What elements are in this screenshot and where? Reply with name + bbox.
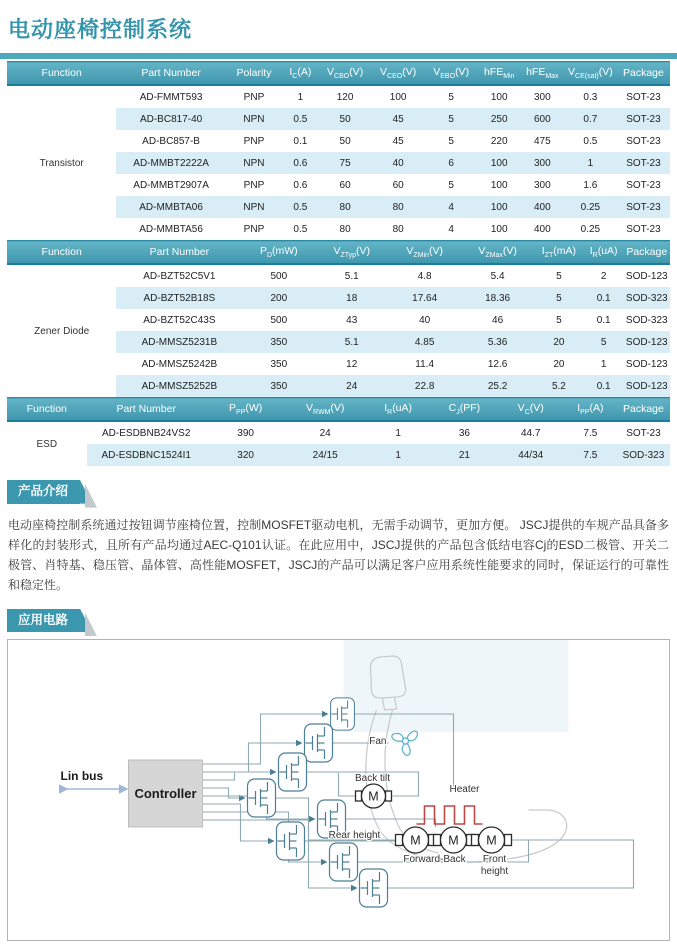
value-cell: 100 (478, 152, 521, 174)
table-row (7, 444, 670, 466)
value-cell: 390 (206, 421, 286, 444)
value-cell: 100 (478, 85, 521, 108)
value-cell: SOT-23 (617, 85, 670, 108)
value-cell: 0.5 (564, 130, 617, 152)
value-cell: 5 (425, 130, 478, 152)
value-cell: SOT-23 (617, 421, 670, 444)
table-row (7, 264, 670, 287)
value-cell: PNP (226, 174, 282, 196)
value-cell: 40 (372, 152, 425, 174)
column-header: hFE$_{Max}$ (521, 62, 564, 86)
table-row (7, 85, 670, 108)
part-number-cell: AD-MMBT2907A (116, 174, 225, 196)
heater-label: Heater (449, 784, 480, 796)
part-number-cell: AD-BC817-40 (116, 108, 225, 130)
value-cell: SOT-23 (617, 152, 670, 174)
column-header: Part Number (116, 241, 242, 265)
value-cell: NPN (226, 196, 282, 218)
diagram-tint (344, 640, 569, 732)
value-cell: 18.36 (461, 287, 534, 309)
value-cell: 5 (534, 264, 584, 287)
value-cell: SOT-23 (617, 218, 670, 240)
svg-text:Controller: Controller (134, 786, 197, 802)
intro-section-badge: 产品介绍 (7, 480, 80, 504)
column-header: $V_{ZMax}(V)$ (461, 241, 534, 265)
part-number-cell: AD-ESDBNB24VS2 (87, 421, 206, 444)
value-cell: 400 (521, 218, 564, 240)
column-header: $I_R(uA)$ (365, 398, 431, 422)
column-header: Part Number (87, 398, 206, 422)
column-header: Package (617, 62, 670, 86)
value-cell: 1.6 (564, 174, 617, 196)
value-cell: 350 (242, 375, 315, 397)
value-cell: 43 (315, 309, 388, 331)
value-cell: 2 (584, 264, 624, 287)
value-cell: 350 (242, 331, 315, 353)
part-number-cell: AD-ESDBNC1524I1 (87, 444, 206, 466)
column-header: Function (7, 398, 87, 422)
value-cell: 475 (521, 130, 564, 152)
value-cell: 80 (319, 196, 372, 218)
value-cell: 36 (431, 421, 497, 444)
value-cell: 20 (534, 331, 584, 353)
value-cell: 4 (425, 218, 478, 240)
part-number-cell: AD-BC857-B (116, 130, 225, 152)
fan-label: Fan (369, 736, 387, 748)
value-cell: 100 (478, 174, 521, 196)
value-cell: 300 (521, 152, 564, 174)
value-cell: 100 (478, 218, 521, 240)
part-number-cell: AD-BZT52B18S (116, 287, 242, 309)
value-cell: 24/15 (285, 444, 365, 466)
part-number-cell: AD-MMSZ5252B (116, 375, 242, 397)
component-tables (7, 61, 670, 466)
value-cell: 100 (372, 85, 425, 108)
column-header: $I_R(uA)$ (584, 241, 624, 265)
value-cell: PNP (226, 85, 282, 108)
mosfet-symbol (360, 869, 388, 907)
back-tilt-label: Back tilt (354, 773, 391, 785)
column-header: $V_{CBO}(V)$ (319, 62, 372, 86)
value-cell: 4.8 (388, 264, 461, 287)
value-cell: 60 (372, 174, 425, 196)
value-cell: 44.7 (498, 421, 564, 444)
title-accent-bar (0, 53, 677, 59)
back-tilt-motor (356, 784, 392, 808)
value-cell: 200 (242, 287, 315, 309)
value-cell: SOT-23 (617, 108, 670, 130)
value-cell: 1 (365, 444, 431, 466)
part-number-cell: AD-BZT52C5V1 (116, 264, 242, 287)
page-title: 电动座椅控制系统 (8, 17, 193, 42)
value-cell: SOT-23 (617, 130, 670, 152)
value-cell: SOD-123 (624, 375, 670, 397)
front-height-label-line1: Front (482, 854, 507, 866)
motor-row (396, 827, 512, 853)
column-header: $I_{PP}(A)$ (564, 398, 617, 422)
value-cell: 7.5 (564, 444, 617, 466)
value-cell: 0.1 (282, 130, 318, 152)
value-cell: 45 (372, 130, 425, 152)
value-cell: 100 (478, 196, 521, 218)
esd-table (7, 397, 670, 466)
front-height-label-line2: height (480, 866, 509, 878)
value-cell: 80 (319, 218, 372, 240)
value-cell: 600 (521, 108, 564, 130)
value-cell: 5 (425, 85, 478, 108)
mosfet-symbol (248, 779, 276, 817)
value-cell: 0.7 (564, 108, 617, 130)
value-cell: 6 (425, 152, 478, 174)
value-cell: 5 (534, 287, 584, 309)
value-cell: 5 (425, 108, 478, 130)
value-cell: SOD-123 (624, 353, 670, 375)
function-cell: ESD (7, 421, 87, 466)
column-header: $V_{ZMin}(V)$ (388, 241, 461, 265)
mosfet-symbol (331, 698, 355, 730)
intro-section (7, 480, 670, 595)
column-header: $P_{PP}(W)$ (206, 398, 286, 422)
column-header: Package (624, 241, 670, 265)
value-cell: 80 (372, 196, 425, 218)
svg-text:M: M (368, 789, 379, 804)
value-cell: 21 (431, 444, 497, 466)
value-cell: 5.2 (534, 375, 584, 397)
value-cell: 0.5 (282, 108, 318, 130)
forward-back-motor (434, 827, 474, 853)
value-cell: 80 (372, 218, 425, 240)
value-cell: 0.6 (282, 174, 318, 196)
fan-icon (391, 731, 418, 757)
value-cell: 320 (206, 444, 286, 466)
column-header: $P_D(mW)$ (242, 241, 315, 265)
part-number-cell: AD-MMBTA56 (116, 218, 225, 240)
value-cell: 17.64 (388, 287, 461, 309)
value-cell: SOD-123 (624, 264, 670, 287)
value-cell: 5 (534, 309, 584, 331)
value-cell: 18 (315, 287, 388, 309)
zener-diode-table (7, 240, 670, 397)
svg-text:M: M (448, 833, 459, 848)
value-cell: SOD-323 (624, 309, 670, 331)
function-cell: Transistor (7, 85, 116, 240)
value-cell: PNP (226, 130, 282, 152)
value-cell: 5 (425, 174, 478, 196)
svg-text:M: M (486, 833, 497, 848)
forward-back-label: Forward-Back (403, 854, 466, 866)
value-cell: 4 (425, 196, 478, 218)
value-cell: 5.1 (315, 331, 388, 353)
value-cell: 1 (584, 353, 624, 375)
value-cell: 0.25 (564, 196, 617, 218)
column-header: Part Number (116, 62, 225, 86)
mosfet-symbol (279, 753, 307, 791)
value-cell: 11.4 (388, 353, 461, 375)
mosfet-symbol (305, 724, 333, 762)
value-cell: 45 (372, 108, 425, 130)
value-cell: 120 (319, 85, 372, 108)
column-header: $I_{ZT}(mA)$ (534, 241, 584, 265)
mosfet-symbol (277, 822, 305, 860)
value-cell: 500 (242, 264, 315, 287)
value-cell: 0.5 (282, 218, 318, 240)
column-header: $V_{EBO}(V)$ (425, 62, 478, 86)
value-cell: 12 (315, 353, 388, 375)
value-cell: 0.1 (584, 287, 624, 309)
part-number-cell: AD-FMMT593 (116, 85, 225, 108)
column-header: $V_C(V)$ (498, 398, 564, 422)
value-cell: 400 (521, 196, 564, 218)
column-header: $I_C(A)$ (282, 62, 318, 86)
column-header: $V_{CE(sat)}(V)$ (564, 62, 617, 86)
value-cell: NPN (226, 108, 282, 130)
column-header: $V_{RWM}(V)$ (285, 398, 365, 422)
value-cell: 20 (534, 353, 584, 375)
value-cell: 0.6 (282, 152, 318, 174)
part-number-cell: AD-MMSZ5231B (116, 331, 242, 353)
value-cell: 1 (282, 85, 318, 108)
column-header: hFE$_{Min}$ (478, 62, 521, 86)
value-cell: 0.5 (282, 196, 318, 218)
value-cell: SOD-323 (624, 287, 670, 309)
heater-element (417, 806, 483, 824)
mosfet-symbol (330, 843, 358, 881)
value-cell: 0.1 (584, 309, 624, 331)
value-cell: 300 (521, 85, 564, 108)
part-number-cell: AD-BZT52C43S (116, 309, 242, 331)
value-cell: 0.25 (564, 218, 617, 240)
value-cell: 22.8 (388, 375, 461, 397)
value-cell: 0.3 (564, 85, 617, 108)
value-cell: 1 (365, 421, 431, 444)
value-cell: 25.2 (461, 375, 534, 397)
intro-paragraph: 电动座椅控制系统通过按钮调节座椅位置，控制MOSFET驱动电机，无需手动调节，更加方便。 JSCJ提供的车规产品具备多样化的封装形式，且所有产品均通过AEC-Q101认证。在此应用中，JSCJ提供的产品包含低结电容Cj的ESD二极管、开关二极管、肖特基、稳压管、晶体管、高性能MOSFET，JSCJ的产品可以满足客户应用系统性能要求的同时，保证运行的可靠性和稳定性。 (8, 517, 669, 592)
value-cell: 50 (319, 108, 372, 130)
column-header: Package (617, 398, 670, 422)
part-number-cell: AD-MMBT2222A (116, 152, 225, 174)
value-cell: 5.1 (315, 264, 388, 287)
value-cell: 220 (478, 130, 521, 152)
svg-text:M: M (410, 833, 421, 848)
column-header: $C_J(PF)$ (431, 398, 497, 422)
value-cell: 350 (242, 353, 315, 375)
value-cell: 75 (319, 152, 372, 174)
value-cell: 12.6 (461, 353, 534, 375)
value-cell: 0.1 (584, 375, 624, 397)
value-cell: 60 (319, 174, 372, 196)
value-cell: 5 (584, 331, 624, 353)
value-cell: 300 (521, 174, 564, 196)
circuit-section-badge: 应用电路 (7, 609, 80, 633)
value-cell: SOT-23 (617, 196, 670, 218)
value-cell: SOD-323 (617, 444, 670, 466)
value-cell: SOD-123 (624, 331, 670, 353)
value-cell: PNP (226, 218, 282, 240)
part-number-cell: AD-MMSZ5242B (116, 353, 242, 375)
value-cell: 46 (461, 309, 534, 331)
value-cell: 500 (242, 309, 315, 331)
function-cell: Zener Diode (7, 264, 116, 397)
value-cell: 250 (478, 108, 521, 130)
transistor-table (7, 61, 670, 240)
part-number-cell: AD-MMBTA06 (116, 196, 225, 218)
table-row (7, 421, 670, 444)
value-cell: 4.85 (388, 331, 461, 353)
column-header: Function (7, 241, 116, 265)
value-cell: 24 (315, 375, 388, 397)
rear-height-label: Rear height (328, 830, 381, 842)
value-cell: SOT-23 (617, 174, 670, 196)
column-header: $V_{CEO}(V)$ (372, 62, 425, 86)
circuit-section (7, 609, 670, 633)
application-circuit-diagram (7, 639, 670, 941)
value-cell: 5.4 (461, 264, 534, 287)
value-cell: 24 (285, 421, 365, 444)
value-cell: 50 (319, 130, 372, 152)
front-height-motor (472, 827, 512, 853)
value-cell: 7.5 (564, 421, 617, 444)
value-cell: 40 (388, 309, 461, 331)
value-cell: 1 (564, 152, 617, 174)
lin-bus-label: Lin bus (60, 769, 104, 784)
value-cell: NPN (226, 152, 282, 174)
controller-box (129, 760, 203, 827)
value-cell: 5.36 (461, 331, 534, 353)
value-cell: 44/34 (498, 444, 564, 466)
column-header: Function (7, 62, 116, 86)
column-header: Polarity (226, 62, 282, 86)
column-header: $V_{ZTyp}(V)$ (315, 241, 388, 265)
